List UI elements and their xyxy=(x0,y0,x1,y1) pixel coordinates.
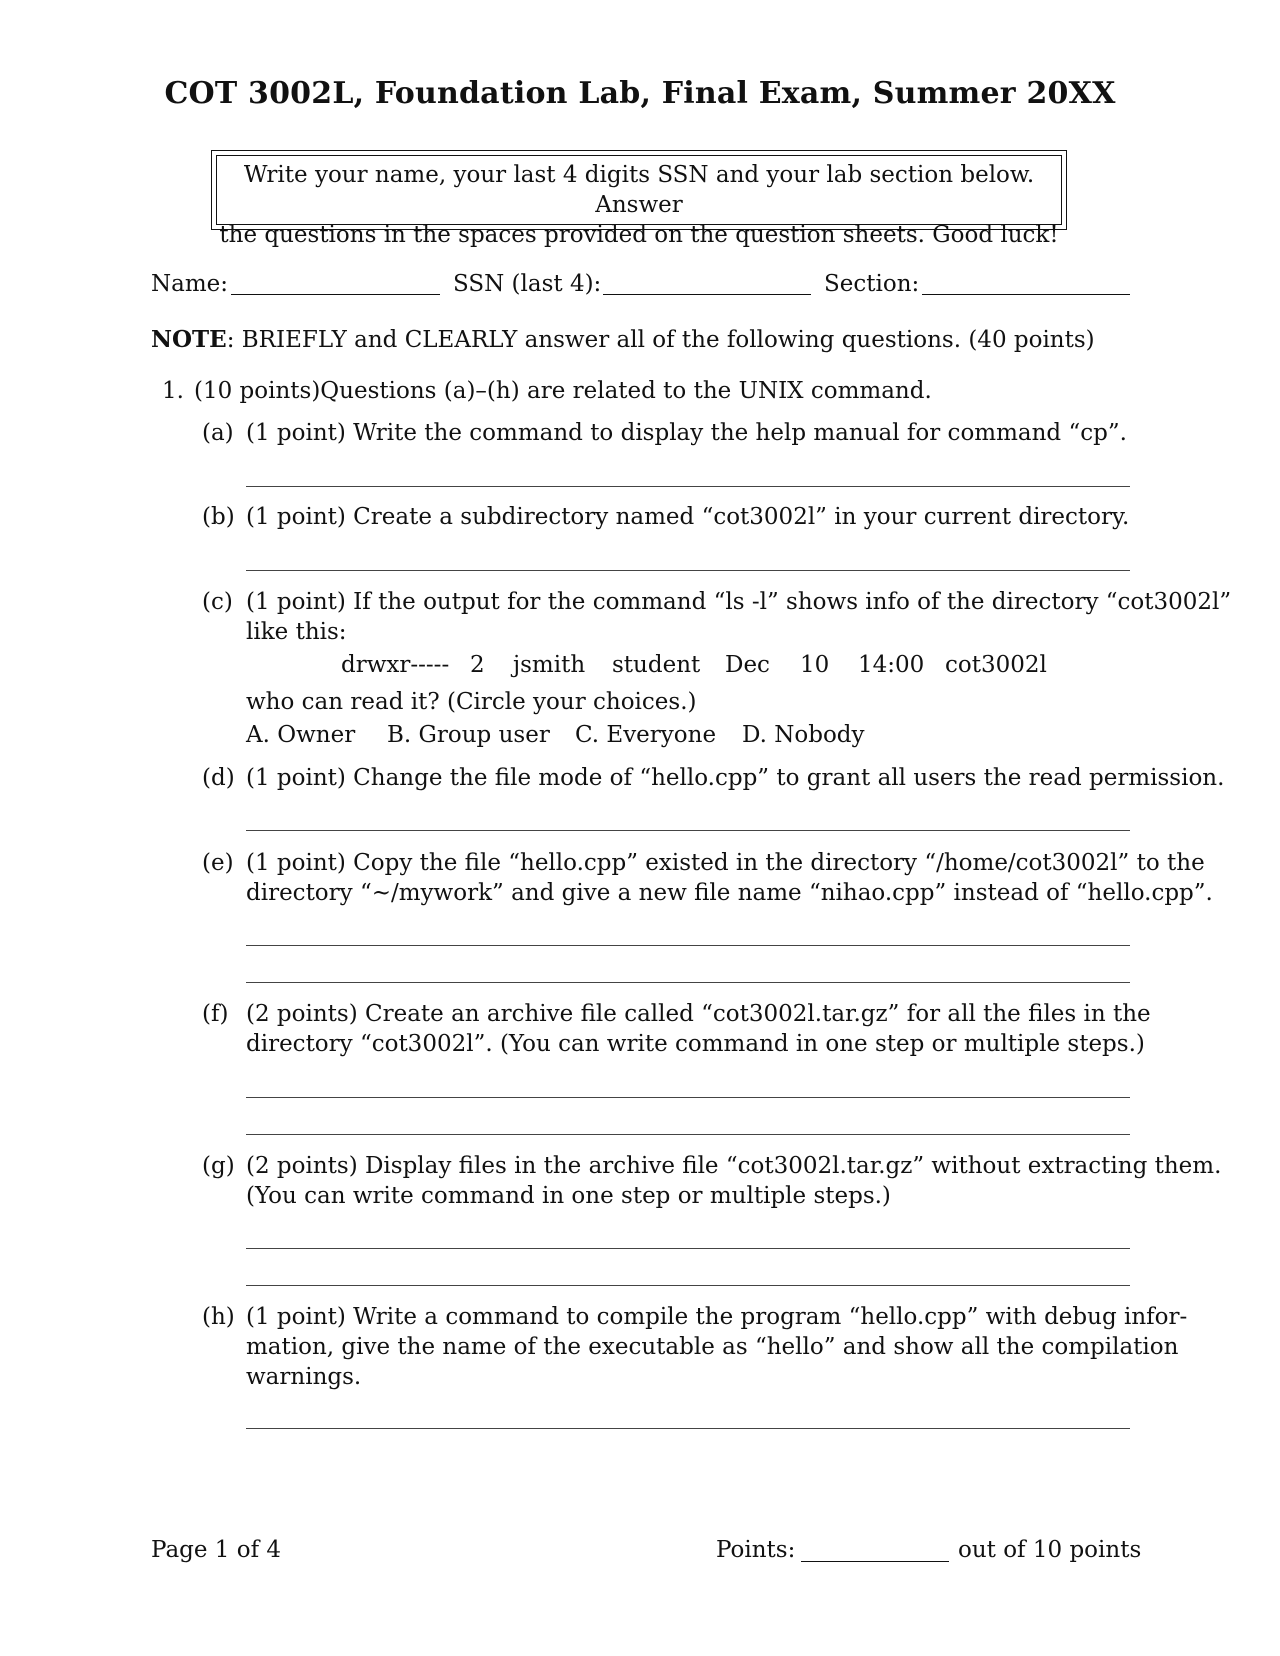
answer-line-e-1[interactable] xyxy=(246,945,1130,946)
part-c-line-2: like this: xyxy=(246,619,347,645)
part-d-label: (d) xyxy=(202,765,235,791)
note-label: NOTE xyxy=(151,326,227,353)
part-c-label: (c) xyxy=(202,589,233,615)
answer-line-h[interactable] xyxy=(246,1428,1130,1429)
name-label: Name: xyxy=(151,271,229,297)
instructions-line-1: Write your name, your last 4 digits SSN and your lab section below. Answer xyxy=(243,162,1035,218)
answer-line-f-2[interactable] xyxy=(246,1134,1130,1135)
part-a-label: (a) xyxy=(202,420,234,446)
section-label: Section: xyxy=(824,271,920,297)
part-f-label: (f) xyxy=(202,1001,229,1027)
listing-time: 14:00 xyxy=(858,652,925,678)
part-h-label: (h) xyxy=(202,1304,235,1330)
part-b-label: (b) xyxy=(202,504,235,530)
answer-line-d[interactable] xyxy=(246,830,1130,831)
part-e-line-2: directory “~/mywork” and give a new file name “nihao.cpp” instead of “hello.cpp”. xyxy=(246,880,1213,906)
choice-a[interactable]: A. Owner xyxy=(246,722,356,748)
listing-owner: jsmith xyxy=(513,652,586,678)
part-e-label: (e) xyxy=(202,850,234,876)
part-e-line-1: (1 point) Copy the file “hello.cpp” existed in the directory “/home/cot3002l” to the xyxy=(246,850,1205,876)
choice-b[interactable]: B. Group user xyxy=(387,722,550,748)
page-number: Page 1 of 4 xyxy=(151,1537,282,1563)
choice-d[interactable]: D. Nobody xyxy=(742,722,865,748)
answer-line-f-1[interactable] xyxy=(246,1097,1130,1098)
page-title: COT 3002L, Foundation Lab, Final Exam, Summer 20XX xyxy=(164,76,1116,111)
listing-name: cot3002l xyxy=(945,652,1047,678)
name-blank[interactable] xyxy=(231,293,440,295)
choice-c[interactable]: C. Everyone xyxy=(575,722,717,748)
answer-line-b[interactable] xyxy=(246,570,1130,571)
part-d-text: (1 point) Change the file mode of “hello.cpp” to grant all users the read permission. xyxy=(246,765,1225,791)
part-f-line-1: (2 points) Create an archive file called “cot3002l.tar.gz” for all the files in the xyxy=(246,1001,1151,1027)
part-f-line-2: directory “cot3002l”. (You can write command in one step or multiple steps.) xyxy=(246,1031,1145,1057)
points-label: Points: xyxy=(716,1537,796,1563)
listing-day: 10 xyxy=(800,652,830,678)
part-g-line-2: (You can write command in one step or multiple steps.) xyxy=(246,1183,891,1209)
part-g-line-1: (2 points) Display files in the archive file “cot3002l.tar.gz” without extracting them. xyxy=(246,1153,1222,1179)
listing-links: 2 xyxy=(470,652,485,678)
part-b-text: (1 point) Create a subdirectory named “cot3002l” in your current directory. xyxy=(246,504,1130,530)
section-blank[interactable] xyxy=(922,293,1130,295)
ssn-label: SSN (last 4): xyxy=(453,271,602,297)
instructions-box xyxy=(211,150,1067,248)
part-c-line-3: who can read it? (Circle your choices.) xyxy=(246,689,697,715)
points-total: out of 10 points xyxy=(958,1537,1142,1563)
note-text: : BRIEFLY and CLEARLY answer all of the following questions. (40 points) xyxy=(226,327,1095,353)
ssn-blank[interactable] xyxy=(603,293,811,295)
listing-month: Dec xyxy=(725,652,770,678)
question-1-text: (10 points)Questions (a)–(h) are related to the UNIX command. xyxy=(194,378,932,404)
part-h-line-2: mation, give the name of the executable as “hello” and show all the compilation xyxy=(246,1334,1179,1360)
part-a-text: (1 point) Write the command to display the help manual for command “cp”. xyxy=(246,420,1127,446)
part-c-line-1: (1 point) If the output for the command “ls -l” shows info of the directory “cot3002l” xyxy=(246,589,1232,615)
instructions-inner xyxy=(216,155,1062,248)
answer-line-g-2[interactable] xyxy=(246,1285,1130,1286)
question-1-number: 1. xyxy=(162,378,184,404)
note-line xyxy=(151,326,1095,353)
answer-line-a[interactable] xyxy=(246,486,1130,487)
listing-group: student xyxy=(612,652,701,678)
answer-line-g-1[interactable] xyxy=(246,1248,1130,1249)
part-g-label: (g) xyxy=(202,1153,235,1179)
answer-line-e-2[interactable] xyxy=(246,982,1130,983)
part-h-line-3: warnings. xyxy=(246,1364,362,1390)
part-h-line-1: (1 point) Write a command to compile the program “hello.cpp” with debug infor- xyxy=(246,1304,1188,1330)
listing-permissions: drwxr----- xyxy=(341,652,450,678)
instructions-line-2: the questions in the spaces provided on the question sheets. Good luck! xyxy=(219,222,1059,248)
points-blank[interactable] xyxy=(801,1560,949,1562)
